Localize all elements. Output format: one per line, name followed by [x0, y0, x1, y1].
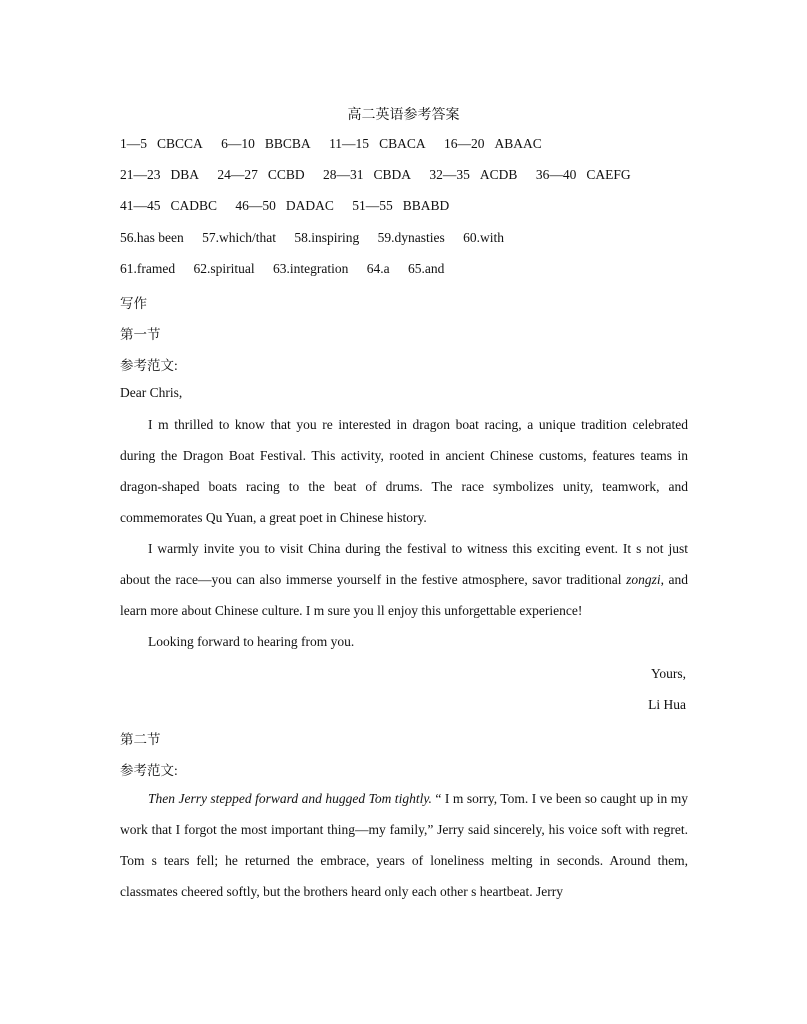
answer-range: 32—35 [429, 167, 470, 182]
letter-salutation: Dear Chris, [120, 385, 183, 400]
fill-in-answer: 65.and [407, 261, 445, 276]
answer-range: 6—10 [221, 136, 255, 151]
answer-value: BBABD [402, 198, 450, 213]
answer-row-2 [120, 167, 646, 183]
answer-value: DADAC [285, 198, 334, 213]
story-paragraph-1 [120, 783, 688, 907]
answer-value: CAEFG [586, 167, 631, 182]
fill-in-answer: 60.with [463, 230, 505, 245]
fill-in-answer: 61.framed [120, 261, 176, 276]
answer-value: CBDA [373, 167, 412, 182]
answer-row-1 [120, 136, 557, 152]
letter-body [120, 409, 688, 657]
section-2-heading: 第二节 [120, 732, 161, 747]
letter-text: , and learn more about Chinese culture. I m sure you ll enjoy this unforgettable experience! [120, 572, 688, 618]
answer-value: DBA [170, 167, 200, 182]
answer-value: ABAAC [494, 136, 542, 151]
answer-range: 11—15 [329, 136, 370, 151]
answer-range: 41—45 [120, 198, 161, 213]
letter-paragraph-3: Looking forward to hearing from you. [148, 634, 355, 649]
answer-value: ACDB [479, 167, 518, 182]
section-2-sample-label: 参考范文: [120, 763, 178, 778]
answer-value: CBCCA [157, 136, 203, 151]
answer-range: 21—23 [120, 167, 161, 182]
letter-closing: Yours, [650, 666, 686, 681]
fill-in-row-2 [120, 261, 459, 277]
fill-in-answer: 57.which/that [202, 230, 276, 245]
answer-value: CADBC [170, 198, 218, 213]
answer-range: 28—31 [323, 167, 364, 182]
fill-in-answer: 62.spiritual [193, 261, 255, 276]
answer-range: 1—5 [120, 136, 147, 151]
answer-value: CBACA [379, 136, 426, 151]
section-1-heading: 第一节 [120, 327, 161, 342]
answer-value: CCBD [267, 167, 305, 182]
fill-in-answer: 58.inspiring [294, 230, 360, 245]
letter-paragraph-2 [120, 533, 688, 626]
story-body [120, 783, 688, 907]
answer-range: 16—20 [443, 136, 485, 151]
letter-italic-term: zongzi [626, 572, 661, 587]
letter-text: I warmly invite you to visit China during the festival to witness this exciting event. It s not just about the race—you can also immerse yourself in the festive atmosphere, savor traditional [120, 541, 688, 587]
fill-in-answer: 56.has been [120, 230, 184, 245]
answer-value: BBCBA [264, 136, 311, 151]
answer-range: 24—27 [217, 167, 258, 182]
answer-row-3 [120, 198, 464, 214]
letter-signature: Li Hua [648, 697, 686, 712]
story-given-sentence: Then Jerry stepped forward and hugged Tom tightly. [148, 791, 432, 806]
page-title: 高二英语参考答案 [347, 108, 460, 123]
section-1-sample-label: 参考范文: [120, 358, 178, 373]
answer-range: 46—50 [235, 198, 276, 213]
letter-paragraph-1: I m thrilled to know that you re interested in dragon boat racing, a unique tradition celebrated during the Dragon Boat Festival. This activity, rooted in ancient Chinese customs, features teams in dragon-shaped boats racing to the beat of drums. The race symbolizes unity, teamwork, and commemorates Qu Yuan, a great poet in Chinese history. [120, 417, 688, 525]
fill-in-row-1 [120, 230, 519, 246]
answer-range: 36—40 [535, 167, 577, 182]
answer-range: 51—55 [352, 198, 393, 213]
fill-in-answer: 59.dynasties [377, 230, 445, 245]
fill-in-answer: 64.a [366, 261, 390, 276]
story-text: “ I m sorry, Tom. I ve been so caught up in my work that I forgot the most important thing—my family,” Jerry said sincerely, his voice soft with regret. Tom s tears fell; he returned the embrace, years of loneliness melting in seconds. Around them, classmates cheered softly, but the brothers heard only each other s heartbeat. Jerry [120, 791, 688, 899]
fill-in-answer: 63.integration [272, 261, 349, 276]
writing-heading: 写作 [120, 296, 147, 311]
